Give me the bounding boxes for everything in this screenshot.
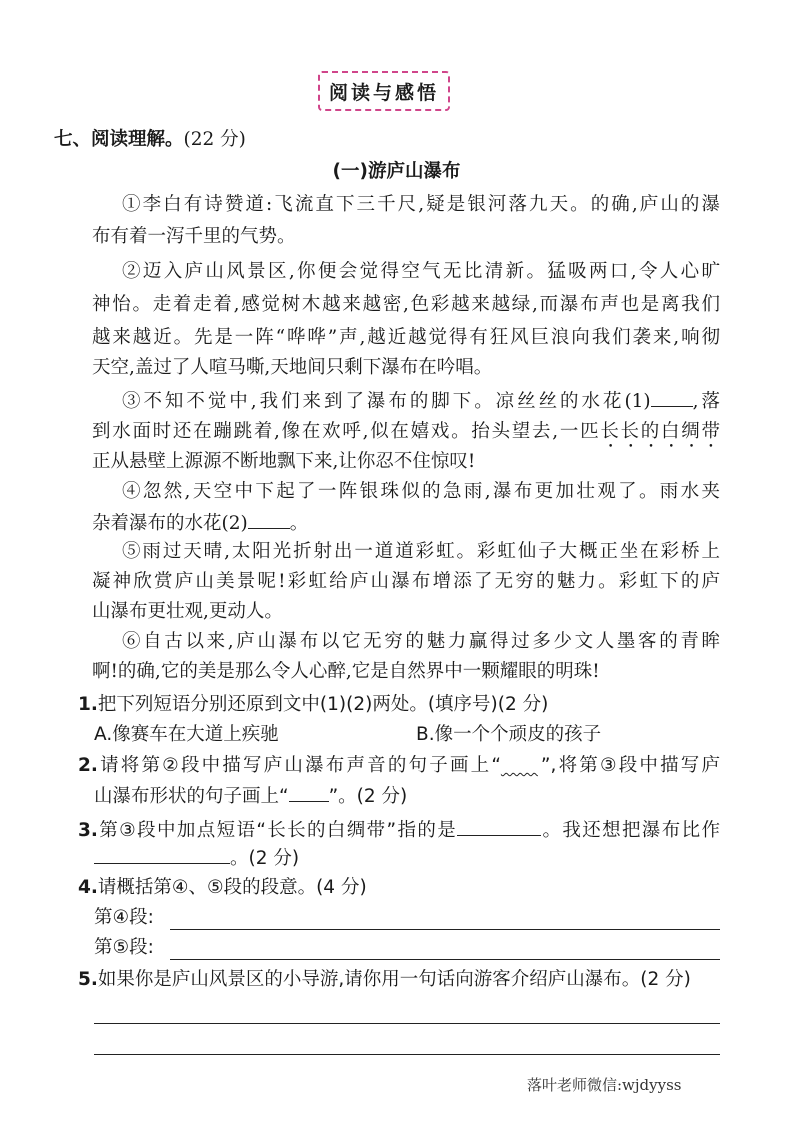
question-number: 2. <box>78 755 98 776</box>
passage-line: ⑤雨过天晴,太阳光折射出一道道彩虹。彩虹仙子大概正坐在彩桥上 <box>122 541 720 562</box>
straight-underline-sample <box>289 783 329 802</box>
passage-line: ⑥自古以来,庐山瀑布以它无穷的魅力赢得过多少文人墨客的青眸 <box>122 631 720 652</box>
question-1 <box>78 693 548 717</box>
answer-blank[interactable] <box>457 817 541 836</box>
question-2-cont <box>94 783 407 809</box>
question-text: 把下列短语分别还原到文中(1)(2)两处。(填序号)(2 分) <box>97 694 549 715</box>
question-number: 4. <box>78 877 98 898</box>
fill-blank-1[interactable] <box>651 388 693 407</box>
question-text: ”。(2 分) <box>328 786 408 807</box>
passage-line <box>122 388 720 414</box>
question-text: 第③段中加点短语“长长的白绸带”指的是 <box>97 820 458 841</box>
question-number: 5. <box>78 969 98 990</box>
passage-line: ②迈入庐山风景区,你便会觉得空气无比清新。猛吸两口,令人心旷 <box>122 261 720 282</box>
passage-line: 凝神欣赏庐山美景呢!彩虹给庐山瀑布增添了无穷的魅力。彩虹下的庐 <box>92 571 720 592</box>
question-3 <box>78 817 720 843</box>
passage-line: ①李白有诗赞道:飞流直下三千尺,疑是银河落九天。的确,庐山的瀑 <box>122 194 720 215</box>
answer-line[interactable] <box>94 1023 720 1024</box>
section-badge: 阅读与感悟 <box>318 71 450 111</box>
passage-title: (一)游庐山瀑布 <box>332 161 461 182</box>
passage-text: 。 <box>289 513 309 534</box>
fill-blank-2[interactable] <box>248 510 290 529</box>
passage-line: 山瀑布更壮观,更动人。 <box>92 601 283 622</box>
question-text: 请概括第④、⑤段的段意。(4 分) <box>97 877 367 898</box>
para5-label: 第⑤段: <box>94 937 154 958</box>
answer-line[interactable] <box>94 1054 720 1055</box>
passage-text: ③不知不觉中,我们来到了瀑布的脚下。凉丝丝的水花(1) <box>122 391 651 412</box>
question-2 <box>78 754 720 778</box>
passage-text: 杂着瀑布的水花(2) <box>92 513 248 534</box>
question-text: 。(2 分) <box>230 848 300 869</box>
passage-line: 啊!的确,它的美是那么令人心醉,它是自然界中一颗耀眼的明珠! <box>92 661 600 682</box>
option-b: B.像一个个顽皮的孩子 <box>416 724 602 745</box>
question-text: ”,将第③段中描写庐 <box>540 755 720 776</box>
option-a: A.像赛车在大道上疾驰 <box>94 724 279 745</box>
answer-blank[interactable] <box>94 845 230 864</box>
answer-line-para5[interactable] <box>170 959 720 960</box>
answer-line-para4[interactable] <box>170 929 720 930</box>
question-number: 1. <box>78 694 98 715</box>
passage-line: 正从悬壁上源源不断地飘下来,让你忍不住惊叹! <box>92 451 476 472</box>
passage-line: 天空,盖过了人喧马嘶,天地间只剩下瀑布在吟唱。 <box>92 357 493 378</box>
passage-line <box>92 420 720 452</box>
question-3-cont <box>94 845 299 871</box>
question-text: 如果你是庐山风景区的小导游,请你用一句话向游客介绍庐山瀑布。(2 分) <box>97 969 691 990</box>
footer-contact: 落叶老师微信:wjdyyss <box>527 1076 682 1094</box>
question-number: 3. <box>78 820 98 841</box>
wavy-underline-sample <box>501 754 541 772</box>
passage-line: 神怡。走着走着,感觉树木越来越密,色彩越来越绿,而瀑布声也是离我们 <box>92 294 720 315</box>
question-4 <box>78 876 367 900</box>
passage-line: ④忽然,天空中下起了一阵银珠似的急雨,瀑布更加壮观了。雨水夹 <box>122 481 720 502</box>
passage-line: 布有着一泻千里的气势。 <box>92 226 296 247</box>
section-points: (22 分) <box>183 129 246 150</box>
question-5 <box>78 968 691 992</box>
passage-line <box>92 510 308 536</box>
passage-line: 越来越近。先是一阵“哗哗”声,越近越觉得有狂风巨浪向我们袭来,响彻 <box>92 327 720 348</box>
passage-text: ,落 <box>692 391 720 412</box>
passage-text: 到水面时还在蹦跳着,像在欢呼,似在嬉戏。抬头望去,一匹 <box>92 421 601 442</box>
question-text: 请将第②段中描写庐山瀑布声音的句子画上“ <box>97 755 501 776</box>
question-text: 。我还想把瀑布比作 <box>541 820 720 841</box>
emphasized-phrase: 长长的白绸带 <box>600 421 720 442</box>
para4-label: 第④段: <box>94 907 154 928</box>
section-title-text: 七、阅读理解。 <box>54 129 184 150</box>
section-title <box>54 128 246 152</box>
question-text: 山瀑布形状的句子画上“ <box>94 786 289 807</box>
